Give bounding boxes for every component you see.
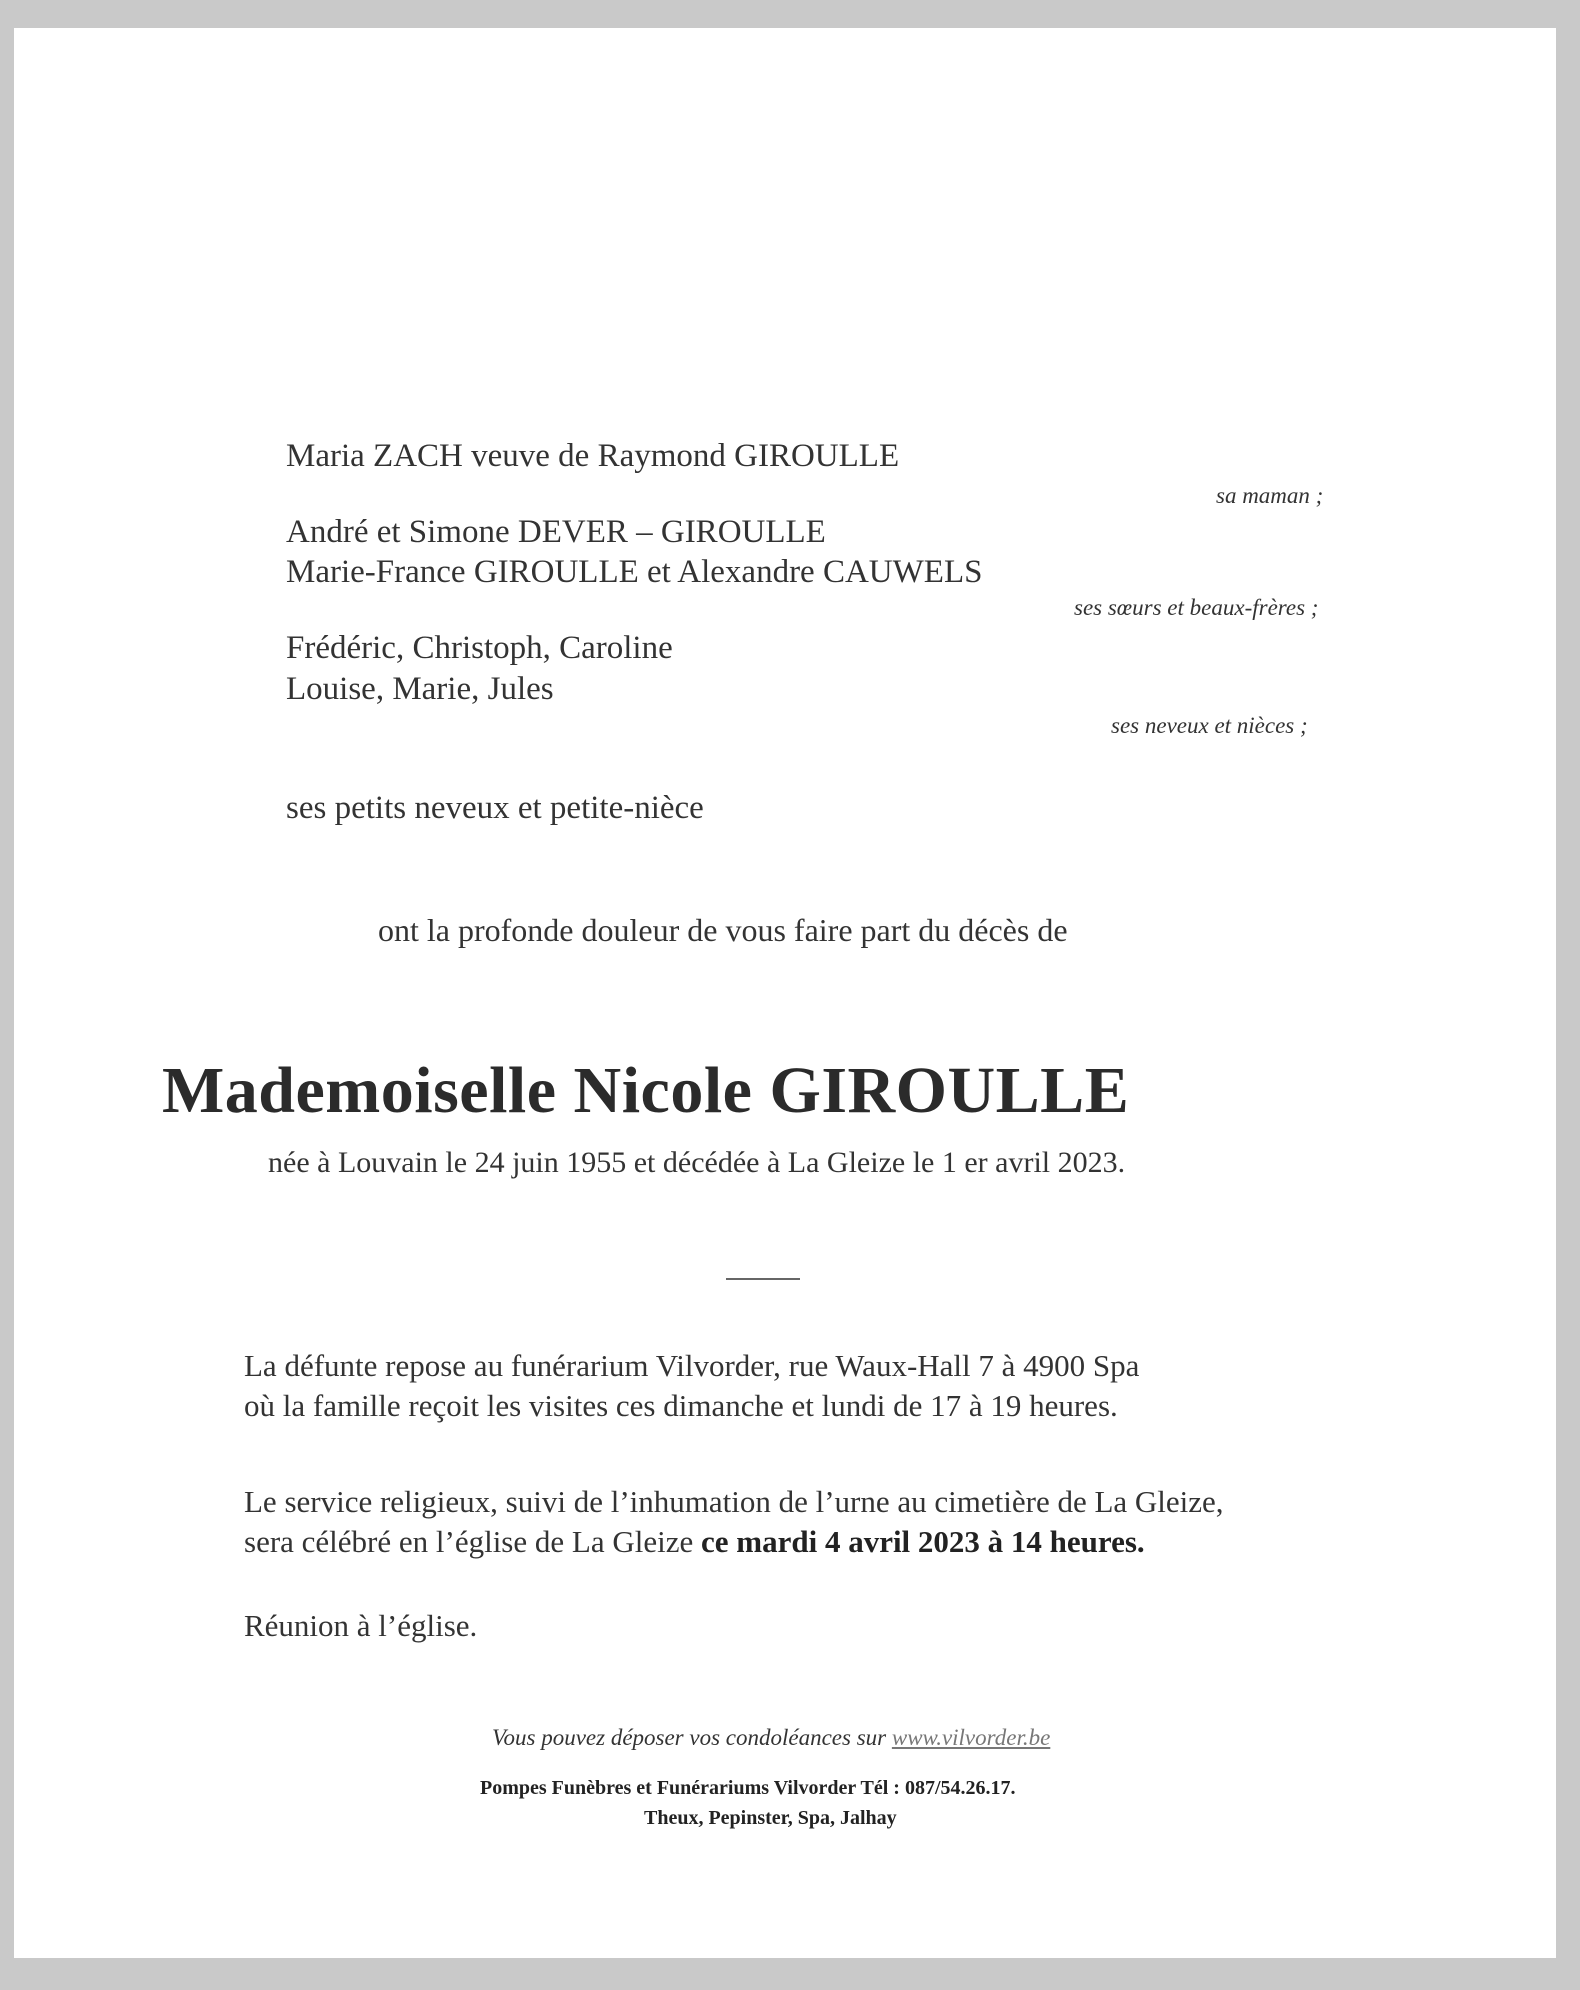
sibling-line: Marie-France GIROULLE et Alexandre CAUWELS [286, 554, 983, 590]
obituary-page [14, 28, 1556, 1958]
reunion: Réunion à l’église. [244, 1608, 478, 1643]
service-line-2 [244, 1526, 1145, 1557]
siblings-role: ses sœurs et beaux-frères ; [1074, 595, 1319, 620]
birth-death-dates: née à Louvain le 24 juin 1955 et décédée à La Gleize le 1 er avril 2023. [268, 1146, 1126, 1179]
repose-line: La défunte repose au funérarium Vilvorder, rue Waux-Hall 7 à 4900 Spa [244, 1348, 1140, 1383]
mother-role: sa maman ; [1216, 483, 1324, 508]
condolences-line [492, 1726, 1050, 1749]
repose-line: où la famille reçoit les visites ces dimanche et lundi de 17 à 19 heures. [244, 1388, 1118, 1423]
announcement: ont la profonde douleur de vous faire part du décès de [378, 912, 1068, 948]
footer-locations: Theux, Pepinster, Spa, Jalhay [644, 1807, 897, 1829]
footer-funeral-home: Pompes Funèbres et Funérariums Vilvorder Tél : 087/54.26.17. [480, 1777, 1016, 1799]
grand-nephews: ses petits neveux et petite-nièce [286, 790, 704, 826]
condolences-text: Vous pouvez déposer vos condoléances sur [492, 1725, 892, 1750]
separator-line [726, 1278, 800, 1280]
mother-name: Maria ZACH veuve de Raymond GIROULLE [286, 438, 900, 474]
condolences-link[interactable]: www.vilvorder.be [891, 1725, 1051, 1750]
service-line: Le service religieux, suivi de l’inhumation de l’urne au cimetière de La Gleize, [244, 1484, 1224, 1519]
service-datetime: ce mardi 4 avril 2023 à 14 heures. [700, 1524, 1145, 1559]
sibling-line: André et Simone DEVER – GIROULLE [286, 514, 826, 550]
nephews-role: ses neveux et nièces ; [1111, 713, 1308, 738]
service-place: sera célébré en l’église de La Gleize [244, 1524, 701, 1559]
deceased-name: Mademoiselle Nicole GIROULLE [162, 1054, 1130, 1127]
nephews-line: Louise, Marie, Jules [286, 671, 554, 707]
nephews-line: Frédéric, Christoph, Caroline [286, 630, 673, 666]
